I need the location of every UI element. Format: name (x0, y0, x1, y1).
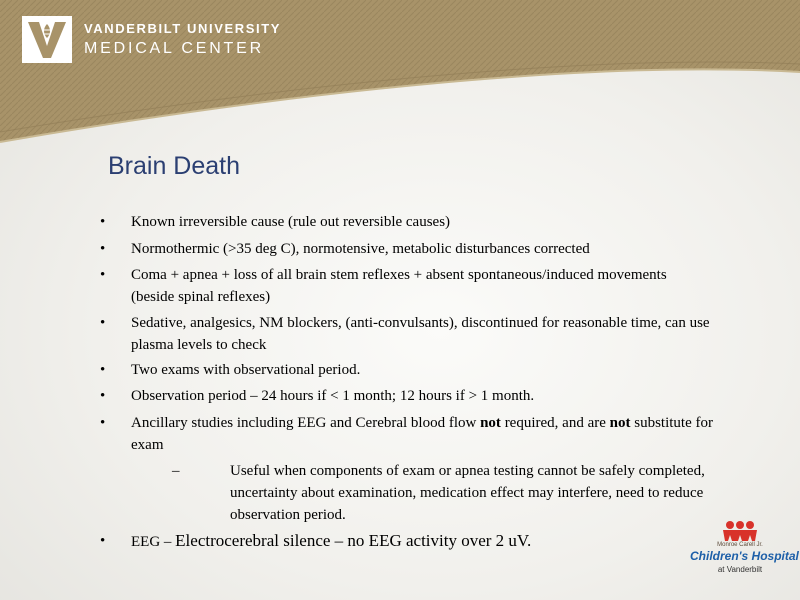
bullet-marker: • (100, 214, 106, 230)
bullet-text: Two exams with observational period. (131, 362, 361, 378)
childrens-hospital-name: Children's Hospital (690, 549, 799, 563)
bullet-text-part: Ancillary studies including EEG and Cerebral blood flow (131, 415, 481, 431)
sub-bullet-marker: – (172, 463, 180, 479)
childrens-hospital-line3: at Vanderbilt (717, 565, 763, 574)
sub-bullet-text: Useful when components of exam or apnea testing cannot be safely completed, uncertainty about examination, medication effect may interfere, need to reduce observation period. (230, 463, 705, 523)
bullet-text-part: substitute for exam (131, 415, 713, 453)
bullet-text-part: required, and are (500, 415, 610, 431)
bullet-marker: • (100, 315, 106, 331)
bullet-marker: • (100, 267, 106, 283)
bullet-marker: • (100, 241, 106, 257)
brand-medical-center: MEDICAL CENTER (84, 40, 264, 57)
bullet-text: Sedative, analgesics, NM blockers, (anti-convulsants), discontinued for reasonable time, can use plasma levels to check (131, 315, 710, 353)
bullet-text (131, 412, 731, 456)
bullet-text: Known irreversible cause (rule out reversible causes) (131, 214, 451, 230)
children-figures-icon (690, 520, 790, 542)
bullet-marker: • (100, 415, 106, 431)
brand-university: VANDERBILT UNIVERSITY (84, 21, 282, 36)
bullet-emphasis: not (480, 415, 501, 431)
bullet-text-part: EEG – (131, 534, 176, 550)
childrens-hospital-logo (690, 520, 799, 585)
bullet-text-part: Electrocerebral silence – no EEG activity over 2 uV. (175, 531, 532, 550)
bullet-marker: • (100, 388, 106, 404)
bullet-text: Coma + apnea + loss of all brain stem reflexes + absent spontaneous/induced movements (beside spinal reflexes) (131, 267, 667, 305)
bullet-marker: • (100, 362, 106, 378)
bullet-text: Observation period – 24 hours if < 1 month; 12 hours if > 1 month. (131, 388, 535, 404)
childrens-hospital-line1: Monroe Carell Jr. (717, 542, 763, 548)
bullet-marker: • (100, 533, 106, 549)
bullet-emphasis: not (609, 415, 631, 431)
bullet-text: Normothermic (>35 deg C), normotensive, metabolic disturbances corrected (131, 241, 590, 257)
bullet-text (131, 530, 751, 553)
slide-title: Brain Death (108, 152, 241, 180)
